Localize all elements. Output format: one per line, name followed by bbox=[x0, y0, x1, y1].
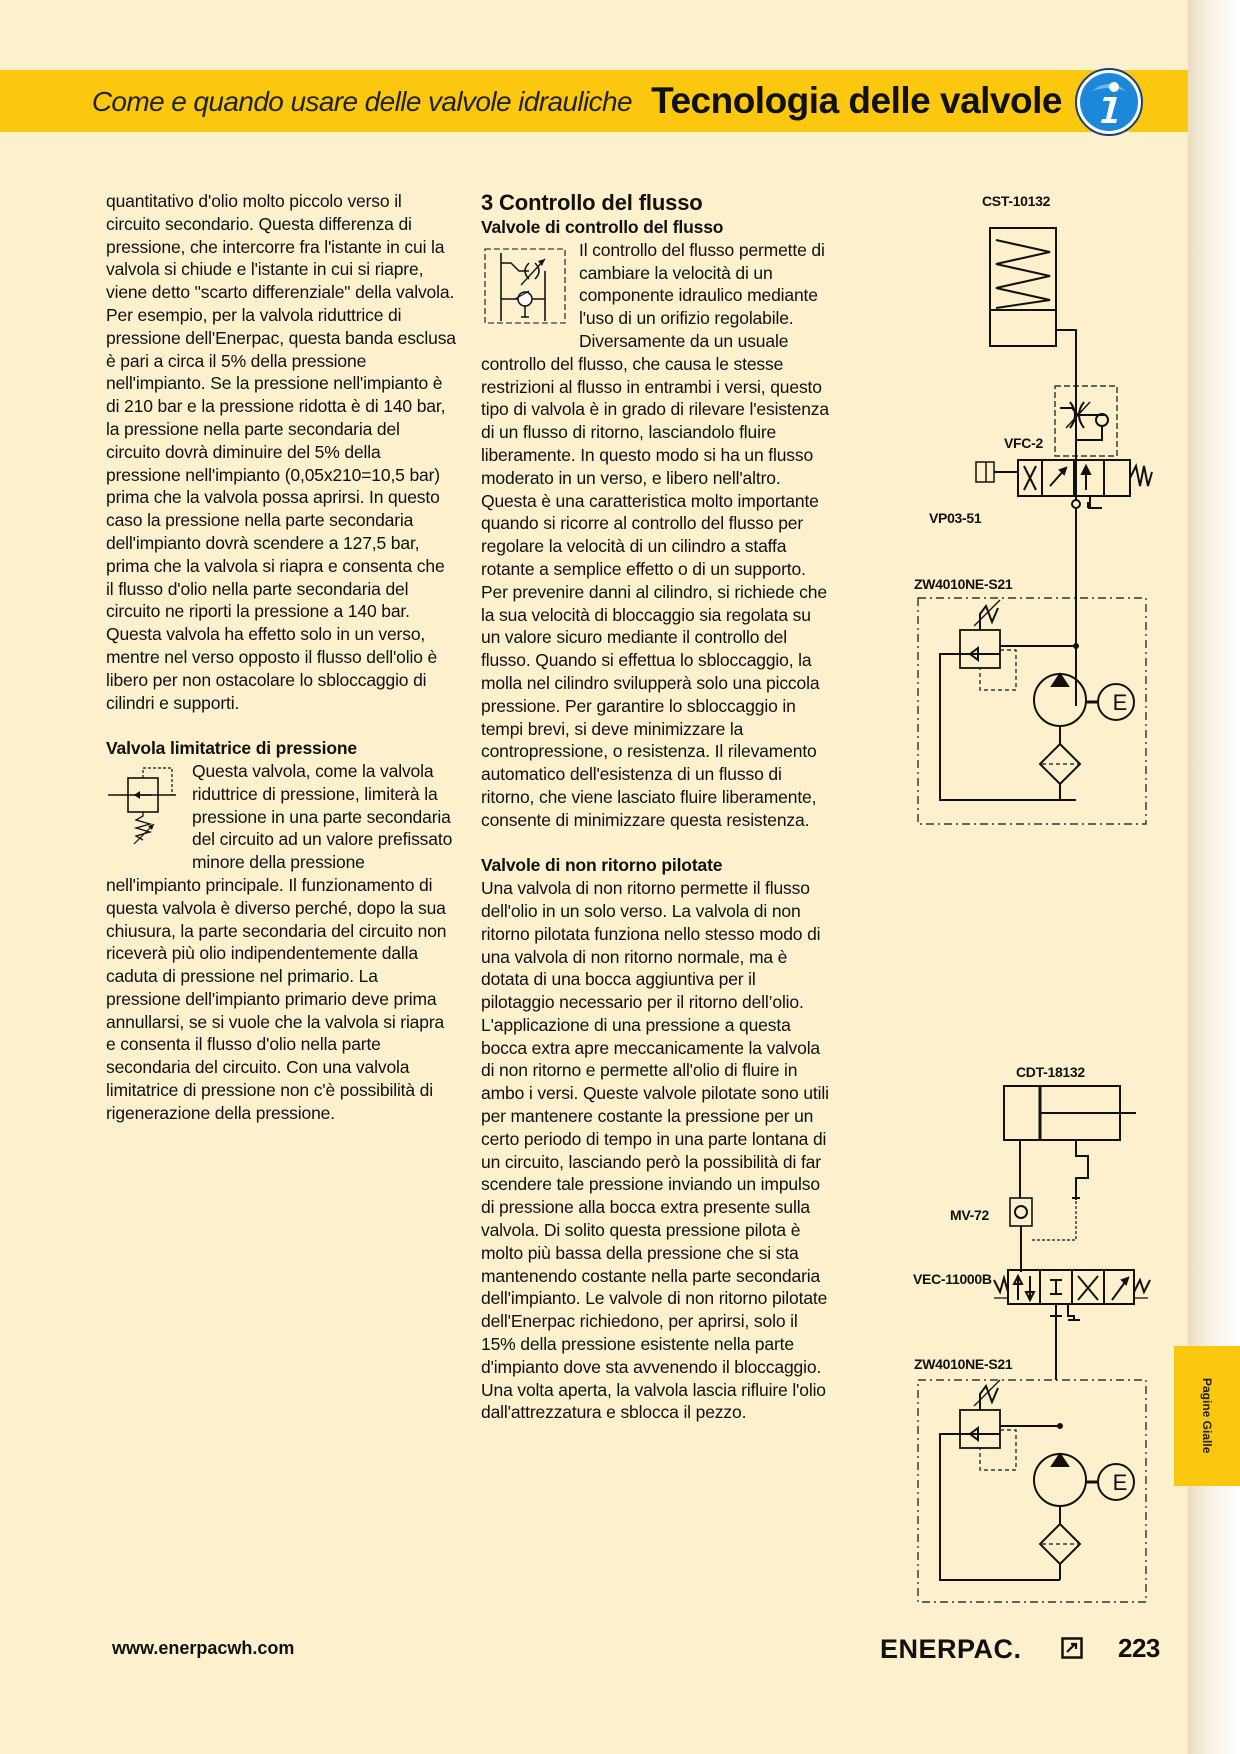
page-number: 223 bbox=[1118, 1633, 1160, 1663]
diagram2-cylinder-label: CDT-18132 bbox=[1016, 1064, 1085, 1080]
diagram2-check-valve-label: MV-72 bbox=[950, 1207, 989, 1223]
footer-url[interactable]: www.enerpacwh.com bbox=[112, 1638, 295, 1658]
enerpac-logo-icon bbox=[1061, 1637, 1083, 1659]
flow-control-symbol-icon bbox=[481, 241, 569, 329]
info-icon bbox=[1074, 67, 1144, 137]
flow-valve-heading: Valvole di controllo del flusso bbox=[481, 217, 724, 237]
section-title: 3 Controllo del flusso bbox=[481, 190, 703, 215]
diagram1-motor-label: E bbox=[1112, 690, 1128, 715]
check-valve-heading: Valvole di non ritorno pilotate bbox=[481, 855, 723, 876]
diagram2-motor-label: E bbox=[1112, 1470, 1128, 1495]
limit-valve-heading: Valvola limitatrice di pressione bbox=[106, 738, 358, 759]
column-middle bbox=[481, 190, 831, 1424]
diagram2-pump-label: ZW4010NE-S21 bbox=[914, 1356, 1013, 1372]
limit-valve-symbol-icon bbox=[106, 764, 180, 852]
paragraph-intro: quantitativo d'olio molto piccolo verso il circuito secondario. Questa differenza di pressione, che intercorre fra l'istante in cui la valvola si chiude e l'istante in cui si riapre, viene detto "scarto differenziale" della valvola. Per esempio, per la valvola riduttrice di pressione dell'Enerpac, questa banda esclusa è pari a circa il 5% della pressione nell'impianto. Se la pressione nell'impianto è di 210 bar e la pressione ridotta è di 140 bar, la pressione nella parte secondaria del circuito dovrà diminuire del 5% della pressione nell'impianto (0,05x210=10,5 bar) prima che la valvola possa aprirsi. In questo caso la pressione nella parte secondaria dell'impianto dovrà scendere a 127,5 bar, prima che la valvola si riapra e consenta che il flusso d'olio nella parte secondaria del circuito ne riporti la pressione a 140 bar. Questa valvola ha effetto solo in un verso, mentre nel verso opposto il flusso dell'olio è libero per non ostacolare lo sbloccaggio di cilindri e supporti. bbox=[106, 191, 456, 713]
column-left bbox=[106, 190, 456, 1125]
page-edge bbox=[1188, 0, 1240, 1754]
page-title: Tecnologia delle valvole bbox=[651, 80, 1062, 121]
diagram1-flow-valve-label: VFC-2 bbox=[1004, 435, 1043, 451]
diagram1-cylinder-label: CST-10132 bbox=[982, 193, 1051, 209]
diagram1-pump-label: ZW4010NE-S21 bbox=[914, 576, 1013, 592]
diagram1-directional-valve-label: VP03-51 bbox=[929, 510, 982, 526]
hydraulic-circuit-diagram-2 bbox=[900, 1080, 1160, 1620]
limit-valve-paragraph: Questa valvola, come la valvola riduttrice di pressione, limiterà la pressione in una parte secondaria del circuito ad un valore prefissato minore della pressione nell'impianto principale. Il funzionamento di questa valvola è diverso perché, dopo la sua chiusura, la parte secondaria del circuito non riceverà più olio indipendentemente dalla caduta di pressione nel primario. La pressione dell'impianto primario deve prima annullarsi, se si vuole che la valvola si riapra e consenta il flusso d'olio nella parte secondaria del circuito. Con una valvola limitatrice di pressione non c'è possibilità di rigenerazione della pressione. bbox=[106, 760, 453, 1123]
hydraulic-circuit-diagram-1 bbox=[900, 210, 1160, 840]
diagram2-directional-valve-label: VEC-11000B bbox=[913, 1271, 992, 1287]
enerpac-logo: ENERPAC. bbox=[880, 1634, 1022, 1664]
side-tab-label: Pagine Gialle bbox=[1200, 1378, 1214, 1454]
header-subtitle: Come e quando usare delle valvole idrauliche bbox=[91, 86, 632, 117]
check-valve-paragraph: Una valvola di non ritorno permette il flusso dell'olio in un solo verso. La valvola di non ritorno pilotata funziona nello stesso modo di una valvola di non ritorno normale, ma è dotata di una bocca aggiuntiva per il pilotaggio necessario per il ritorno dell’olio. L'applicazione di una pressione a questa bocca extra apre meccanicamente la valvola di non ritorno e permette all'olio di fluire in ambo i versi. Queste valvole pilotate sono utili per mantenere costante la pressione per un certo periodo di tempo in una parte lontana di un circuito, lasciando però la possibilità di far scendere tale pressione inviando un impulso di pressione alla bocca extra presente sulla valvola. Di solito questa pressione pilota è molto più bassa della pressione che si sta mantenendo costante nella parte secondaria dell'impianto. Le valvole di non ritorno pilotate dell'Enerpac richiedono, per aprirsi, solo il 15% della pressione esistente nella parte d'impianto dove sta avvenendo il bloccaggio. Una volta aperta, la valvola lascia rifluire l'olio dall'attrezzatura e sblocca il pezzo. bbox=[481, 878, 829, 1423]
side-tab-label-wrap bbox=[1174, 1346, 1240, 1486]
flow-valve-paragraph: Il controllo del flusso permette di cambiare la velocità di un componente idraulico mediante l'uso di un orifizio regolabile. Diversamente da un usuale controllo del flusso, che causa le stesse restrizioni al flusso in entrambi i versi, questo tipo di valvola è in grado di rilevare l'esistenza di un flusso di ritorno, lasciandolo fluire liberamente. In questo modo si ha un flusso moderato in un verso, e libero nell'altro. Questa è una caratteristica molto importante quando si ricorre al controllo del flusso per regolare la velocità di un cilindro a staffa rotante a semplice effetto o di un supporto. Per prevenire danni al cilindro, si richiede che la sua velocità di bloccaggio sia regolata su un valore sicuro mediante il controllo del flusso. Quando si effettua lo sbloccaggio, la molla nel cilindro svilupperà solo una piccola pressione. Per garantire lo sbloccaggio in tempi brevi, si deve minimizzare la contropressione, o resistenza. Il rilevamento automatico dell'esistenza di un flusso di ritorno, che viene lasciato fluire liberamente, consente di minimizzare questa resistenza. bbox=[481, 239, 829, 830]
